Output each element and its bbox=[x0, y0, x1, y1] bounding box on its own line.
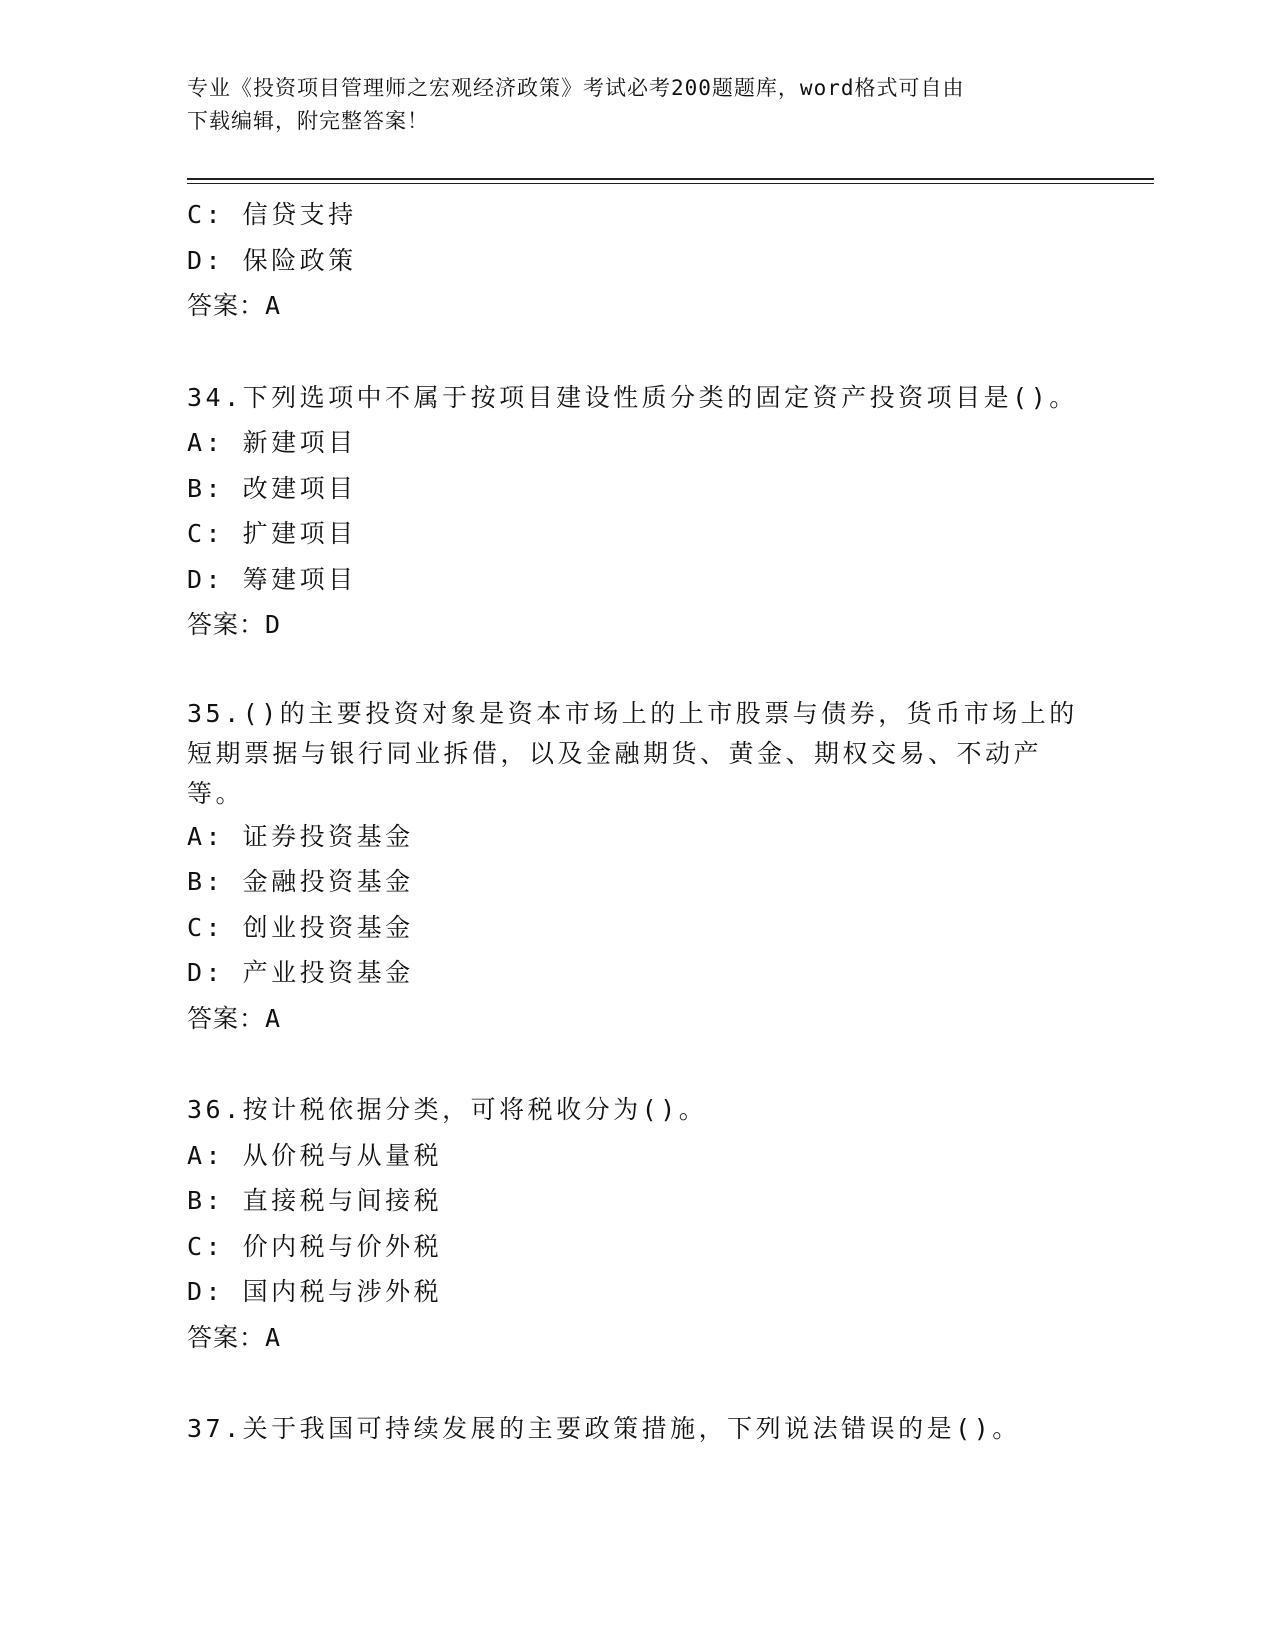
answer-label: 答案： bbox=[187, 1322, 266, 1352]
answer-value: A bbox=[265, 1003, 282, 1033]
option-text: 金融投资基金 bbox=[242, 867, 414, 896]
question-stem: 35.()的主要投资对象是资本市场上的上市股票与债券，货币市场上的 bbox=[187, 698, 1078, 728]
header-divider-thin bbox=[187, 183, 1154, 184]
spacer bbox=[187, 1360, 1087, 1406]
option-c bbox=[187, 192, 1087, 238]
header-line-2: 下载编辑，附完整答案！ bbox=[187, 109, 429, 133]
question-stem: 34.下列选项中不属于按项目建设性质分类的固定资产投资项目是()。 bbox=[187, 382, 1078, 412]
option-text: 改建项目 bbox=[242, 473, 357, 503]
option-letter: D: bbox=[187, 564, 225, 594]
question-34 bbox=[187, 375, 1087, 648]
answer-label: 答案： bbox=[187, 291, 266, 320]
question-stem: 36.按计税依据分类，可将税收分为()。 bbox=[187, 1095, 708, 1124]
option-text: 筹建项目 bbox=[242, 564, 357, 594]
option-text: 直接税与间接税 bbox=[242, 1186, 443, 1215]
header-line-1: 专业《投资项目管理师之宏观经济政策》考试必考200题题库，word格式可自由 bbox=[187, 76, 965, 100]
spacer bbox=[187, 1041, 1087, 1087]
question-37 bbox=[187, 1406, 1087, 1452]
option-letter: A: bbox=[187, 1140, 225, 1170]
option-text: 产业投资基金 bbox=[242, 958, 414, 987]
option-text: 保险政策 bbox=[242, 245, 357, 275]
option-letter: A: bbox=[187, 821, 225, 851]
option-a bbox=[187, 1133, 1087, 1179]
option-letter: B: bbox=[187, 867, 225, 896]
option-a bbox=[187, 814, 1087, 860]
option-letter: C: bbox=[187, 912, 225, 942]
option-letter: B: bbox=[187, 473, 225, 503]
option-a bbox=[187, 420, 1087, 466]
option-text: 证券投资基金 bbox=[242, 821, 414, 851]
answer-line bbox=[187, 602, 1087, 648]
option-c bbox=[187, 905, 1087, 951]
answer-label: 答案： bbox=[187, 1003, 266, 1033]
option-letter: D: bbox=[187, 245, 225, 275]
option-letter: D: bbox=[187, 958, 225, 987]
document-header bbox=[187, 72, 1087, 138]
option-text: 创业投资基金 bbox=[242, 912, 414, 942]
answer-value: A bbox=[265, 291, 282, 320]
option-c bbox=[187, 1224, 1087, 1270]
question-stem: 等。 bbox=[187, 778, 245, 808]
document-body bbox=[187, 192, 1087, 1452]
option-text: 国内税与涉外税 bbox=[242, 1277, 443, 1306]
answer-value: A bbox=[265, 1322, 282, 1352]
option-text: 价内税与价外税 bbox=[242, 1231, 443, 1261]
option-letter: D: bbox=[187, 1277, 225, 1306]
option-text: 从价税与从量税 bbox=[242, 1140, 443, 1170]
option-text: 信贷支持 bbox=[242, 200, 357, 229]
option-b bbox=[187, 1178, 1087, 1224]
answer-line bbox=[187, 996, 1087, 1042]
prev-question bbox=[187, 192, 1087, 329]
option-letter: C: bbox=[187, 200, 225, 229]
option-d bbox=[187, 950, 1087, 996]
option-letter: A: bbox=[187, 428, 225, 457]
answer-label: 答案： bbox=[187, 610, 266, 639]
header-divider-thick bbox=[187, 178, 1154, 180]
answer-line bbox=[187, 283, 1087, 329]
spacer bbox=[187, 648, 1087, 694]
option-d bbox=[187, 238, 1087, 284]
option-letter: B: bbox=[187, 1186, 225, 1215]
question-36 bbox=[187, 1087, 1087, 1360]
spacer bbox=[187, 329, 1087, 375]
option-b bbox=[187, 466, 1087, 512]
option-letter: C: bbox=[187, 1231, 225, 1261]
question-stem: 短期票据与银行同业拆借，以及金融期货、黄金、期权交易、不动产 bbox=[187, 738, 1043, 768]
answer-value: D bbox=[265, 610, 282, 639]
question-stem: 37.关于我国可持续发展的主要政策措施，下列说法错误的是()。 bbox=[187, 1414, 1021, 1443]
option-c bbox=[187, 511, 1087, 557]
option-d bbox=[187, 1269, 1087, 1315]
option-text: 新建项目 bbox=[242, 428, 357, 457]
option-d bbox=[187, 557, 1087, 603]
answer-line bbox=[187, 1315, 1087, 1361]
option-letter: C: bbox=[187, 519, 225, 548]
option-text: 扩建项目 bbox=[242, 519, 357, 548]
option-b bbox=[187, 859, 1087, 905]
question-35 bbox=[187, 694, 1087, 1042]
